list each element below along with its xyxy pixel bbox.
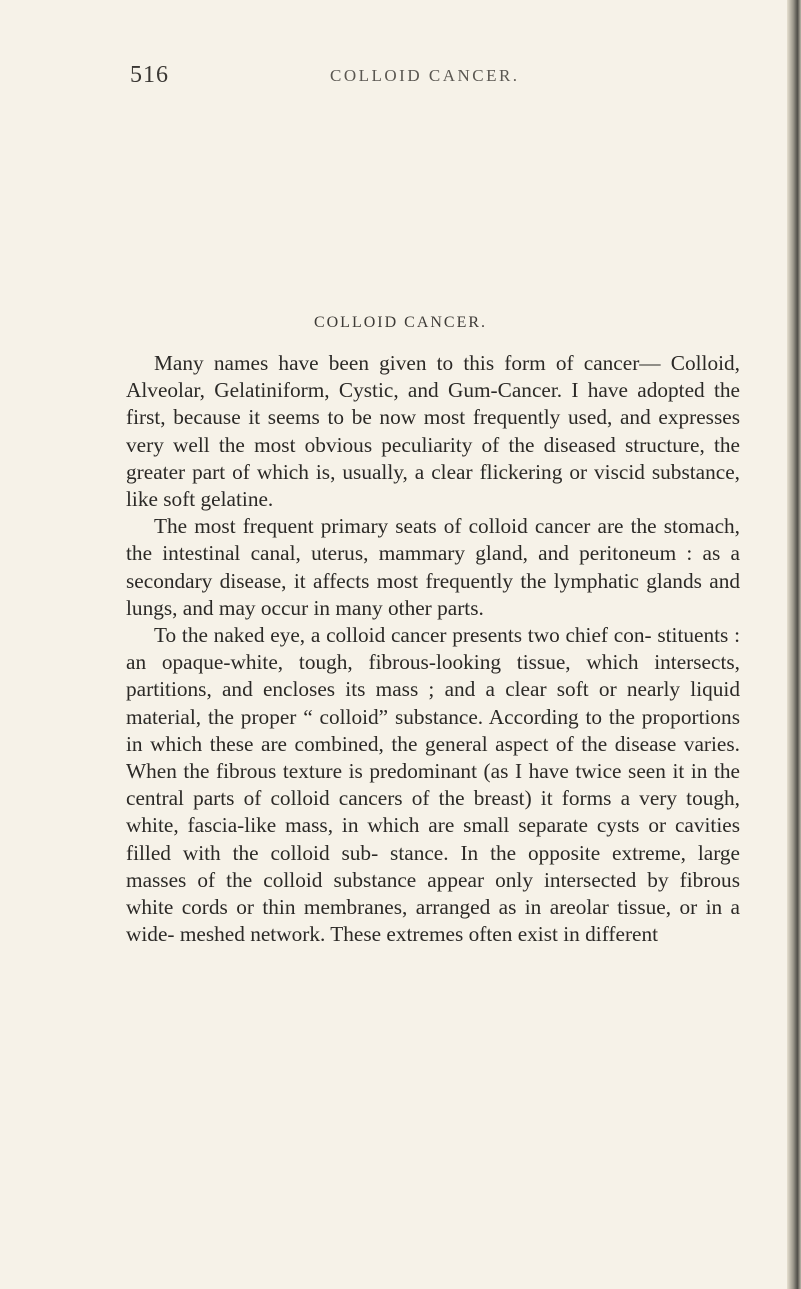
running-head	[0, 62, 801, 92]
paragraph: The most frequent primary seats of colloid cancer are the stomach, the intestinal canal, uterus, mammary gland, and peritoneum : as a secondary disease, it affects most frequently the lymphatic glands and lungs, and may occur in many other parts.	[126, 514, 740, 620]
page-binding-edge	[787, 0, 801, 1289]
paragraph: To the naked eye, a colloid cancer presents two chief con- stituents : an opaque-white, tough, fibrous-looking tissue, which intersects, partitions, and encloses its mass ; and a clear soft or nearly liquid material, the proper “ colloid” substance. According to the proportions in which these are combined, the general aspect of the disease varies. When the fibrous texture is predominant (as I have twice seen it in the central parts of colloid cancers of the breast) it forms a very tough, white, fascia-like mass, in which are small separate cysts or cavities filled with the colloid sub- stance. In the opposite extreme, large masses of the colloid substance appear only intersected by fibrous white cords or thin membranes, arranged as in areolar tissue, or in a wide- meshed network. These extremes often exist in different	[126, 623, 740, 947]
page-number: 516	[130, 62, 169, 88]
paragraph: Many names have been given to this form of cancer— Colloid, Alveolar, Gelatiniform, Cystic, and Gum-Cancer. I have adopted the first, because it seems to be now most frequently used, and expresses very well the most obvious peculiarity of the diseased structure, the greater part of which is, usually, a clear flickering or viscid substance, like soft gelatine.	[126, 351, 740, 512]
body-text	[126, 350, 740, 948]
section-heading: COLLOID CANCER.	[313, 314, 488, 331]
running-title: COLLOID CANCER.	[330, 66, 520, 85]
